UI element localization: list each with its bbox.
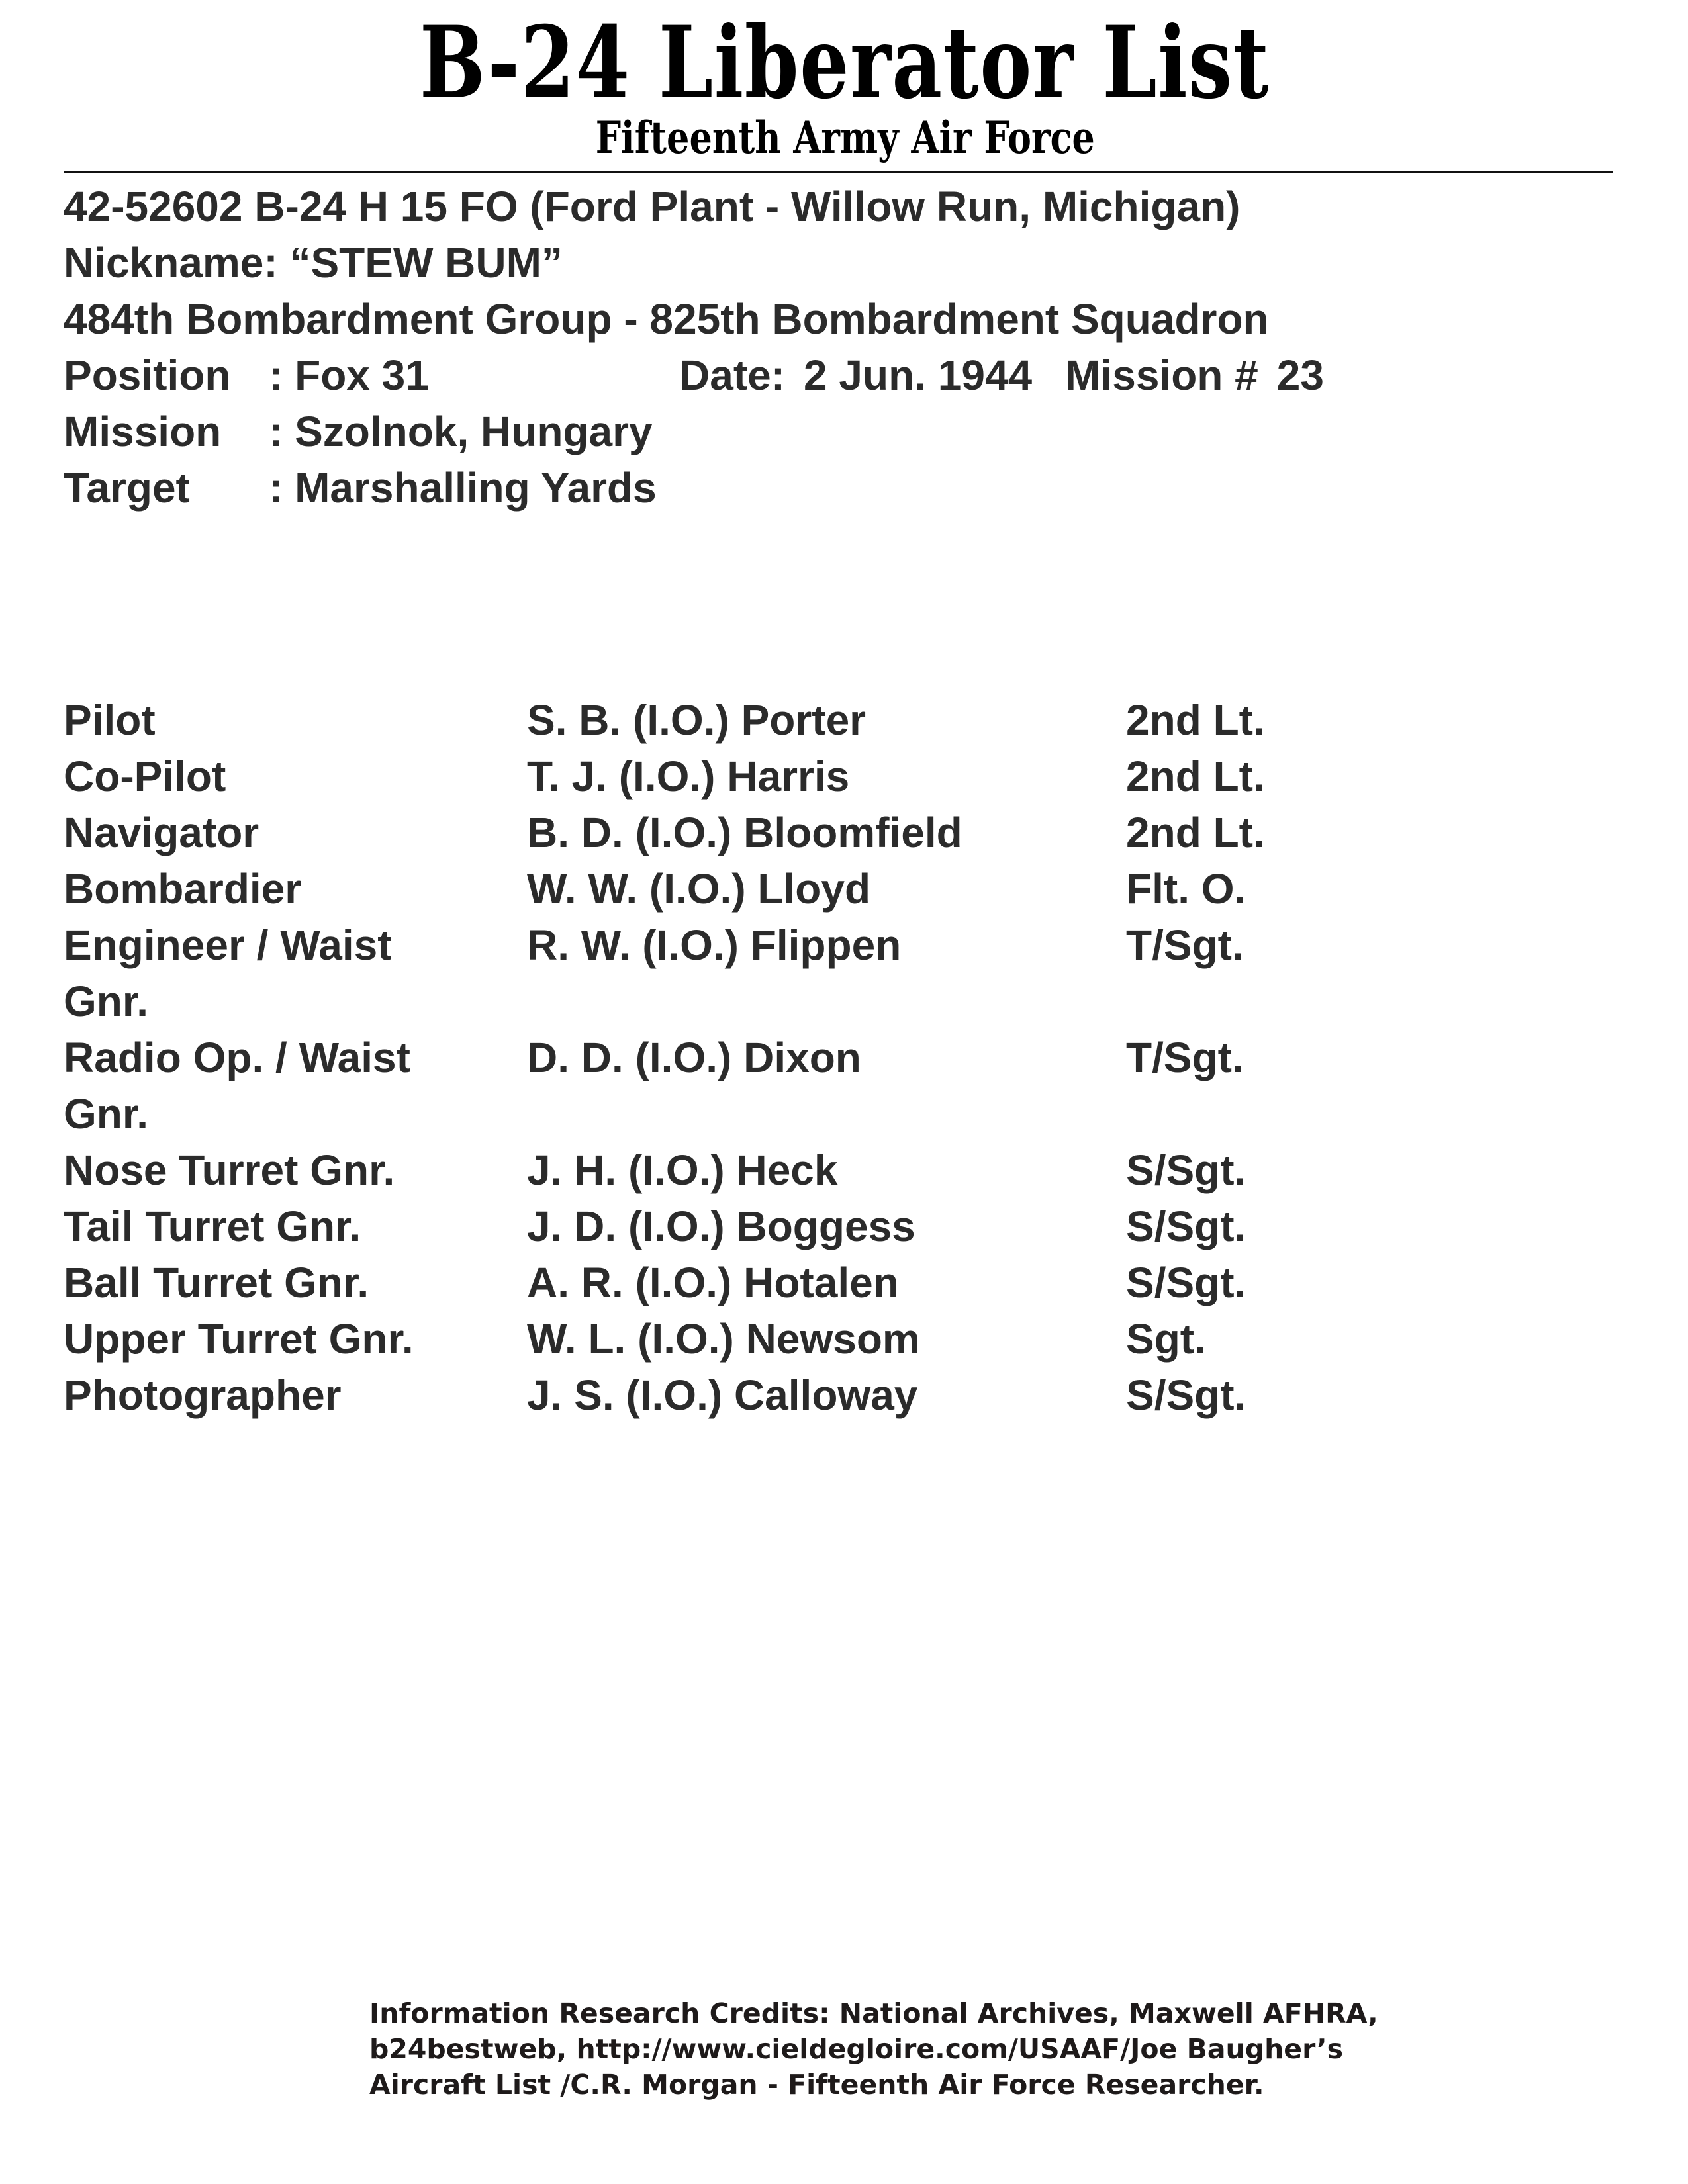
crew-rank: Sgt.: [1126, 1315, 1206, 1363]
crew-name: J. S. (I.O.) Calloway: [527, 1371, 918, 1419]
crew-position: Ball Turret Gnr.: [64, 1259, 369, 1306]
crew-rank: 2nd Lt.: [1126, 809, 1265, 856]
crew-row: [64, 1311, 1586, 1367]
crew-row: [64, 805, 1586, 861]
crew-rank: T/Sgt.: [1126, 921, 1244, 969]
date-label: Date:: [679, 351, 786, 399]
aircraft-group: 484th Bombardment Group - 825th Bombardment Squadron: [64, 295, 1269, 343]
crew-name: W. L. (I.O.) Newsom: [527, 1315, 920, 1363]
crew-name: B. D. (I.O.) Bloomfield: [527, 809, 962, 856]
crew-name: J. D. (I.O.) Boggess: [527, 1203, 915, 1250]
credits-line: b24bestweb, http://www.cieldegloire.com/USAAF/Joe Baugher’s: [369, 2033, 1344, 2065]
crew-row: [64, 1367, 1586, 1424]
target-value: : Marshalling Yards: [269, 464, 657, 512]
crew-position: Pilot: [64, 696, 156, 744]
crew-position: Radio Op. / Waist Gnr.: [64, 1034, 410, 1138]
crew-name: W. W. (I.O.) Lloyd: [527, 865, 871, 913]
target-line: [64, 460, 1324, 516]
crew-position: Bombardier: [64, 865, 302, 913]
credits-line: Aircraft List /C.R. Morgan - Fifteenth Air Force Researcher.: [369, 2069, 1264, 2101]
mission-value: : Szolnok, Hungary: [269, 408, 653, 455]
crew-rank: S/Sgt.: [1126, 1371, 1246, 1419]
position-value: : Fox 31: [269, 351, 429, 399]
crew-name: A. R. (I.O.) Hotalen: [527, 1259, 899, 1306]
crew-row: [64, 1142, 1586, 1199]
crew-name: J. H. (I.O.) Heck: [527, 1146, 838, 1194]
mission-number-label: Mission #: [1065, 351, 1258, 399]
position-date-line: [64, 347, 1324, 404]
crew-rank: Flt. O.: [1126, 865, 1246, 913]
research-credits: [369, 1995, 1495, 2103]
crew-rank: S/Sgt.: [1126, 1259, 1246, 1306]
crew-position: Tail Turret Gnr.: [64, 1203, 361, 1250]
credits-line: Information Research Credits: National Archives, Maxwell AFHRA,: [369, 1997, 1378, 2029]
crew-name: D. D. (I.O.) Dixon: [527, 1034, 861, 1081]
crew-position: Upper Turret Gnr.: [64, 1315, 414, 1363]
aircraft-nickname: Nickname: “STEW BUM”: [64, 239, 563, 287]
crew-name: T. J. (I.O.) Harris: [527, 752, 850, 800]
crew-rank: 2nd Lt.: [1126, 696, 1265, 744]
crew-row: [64, 1255, 1586, 1311]
crew-row: [64, 861, 1586, 917]
crew-rank: T/Sgt.: [1126, 1034, 1244, 1081]
mission-label: Mission: [64, 408, 222, 455]
crew-row: [64, 917, 1586, 1030]
crew-position: Nose Turret Gnr.: [64, 1146, 395, 1194]
crew-position: Co-Pilot: [64, 752, 226, 800]
crew-row: [64, 1030, 1586, 1142]
crew-name: S. B. (I.O.) Porter: [527, 696, 867, 744]
crew-position: Navigator: [64, 809, 259, 856]
aircraft-info: [64, 179, 1324, 516]
crew-row: [64, 749, 1586, 805]
target-label: Target: [64, 464, 190, 512]
position-label: Position: [64, 351, 231, 399]
page-subtitle: Fifteenth Army Air Force: [595, 112, 1095, 163]
crew-list: [64, 692, 1586, 1424]
crew-row: [64, 1199, 1586, 1255]
mission-number-value: 23: [1276, 351, 1324, 399]
crew-rank: 2nd Lt.: [1126, 752, 1265, 800]
page-title: B-24 Liberator List: [419, 5, 1270, 121]
mission-line: [64, 404, 1324, 460]
crew-rank: S/Sgt.: [1126, 1203, 1246, 1250]
aircraft-serial-line: 42-52602 B-24 H 15 FO (Ford Plant - Willow Run, Michigan): [64, 183, 1241, 230]
crew-name: R. W. (I.O.) Flippen: [527, 921, 902, 969]
crew-position: Engineer / Waist Gnr.: [64, 921, 392, 1025]
header-divider: [64, 171, 1613, 173]
date-value: 2 Jun. 1944: [804, 351, 1033, 399]
crew-rank: S/Sgt.: [1126, 1146, 1246, 1194]
crew-row: [64, 692, 1586, 749]
crew-position: Photographer: [64, 1371, 342, 1419]
